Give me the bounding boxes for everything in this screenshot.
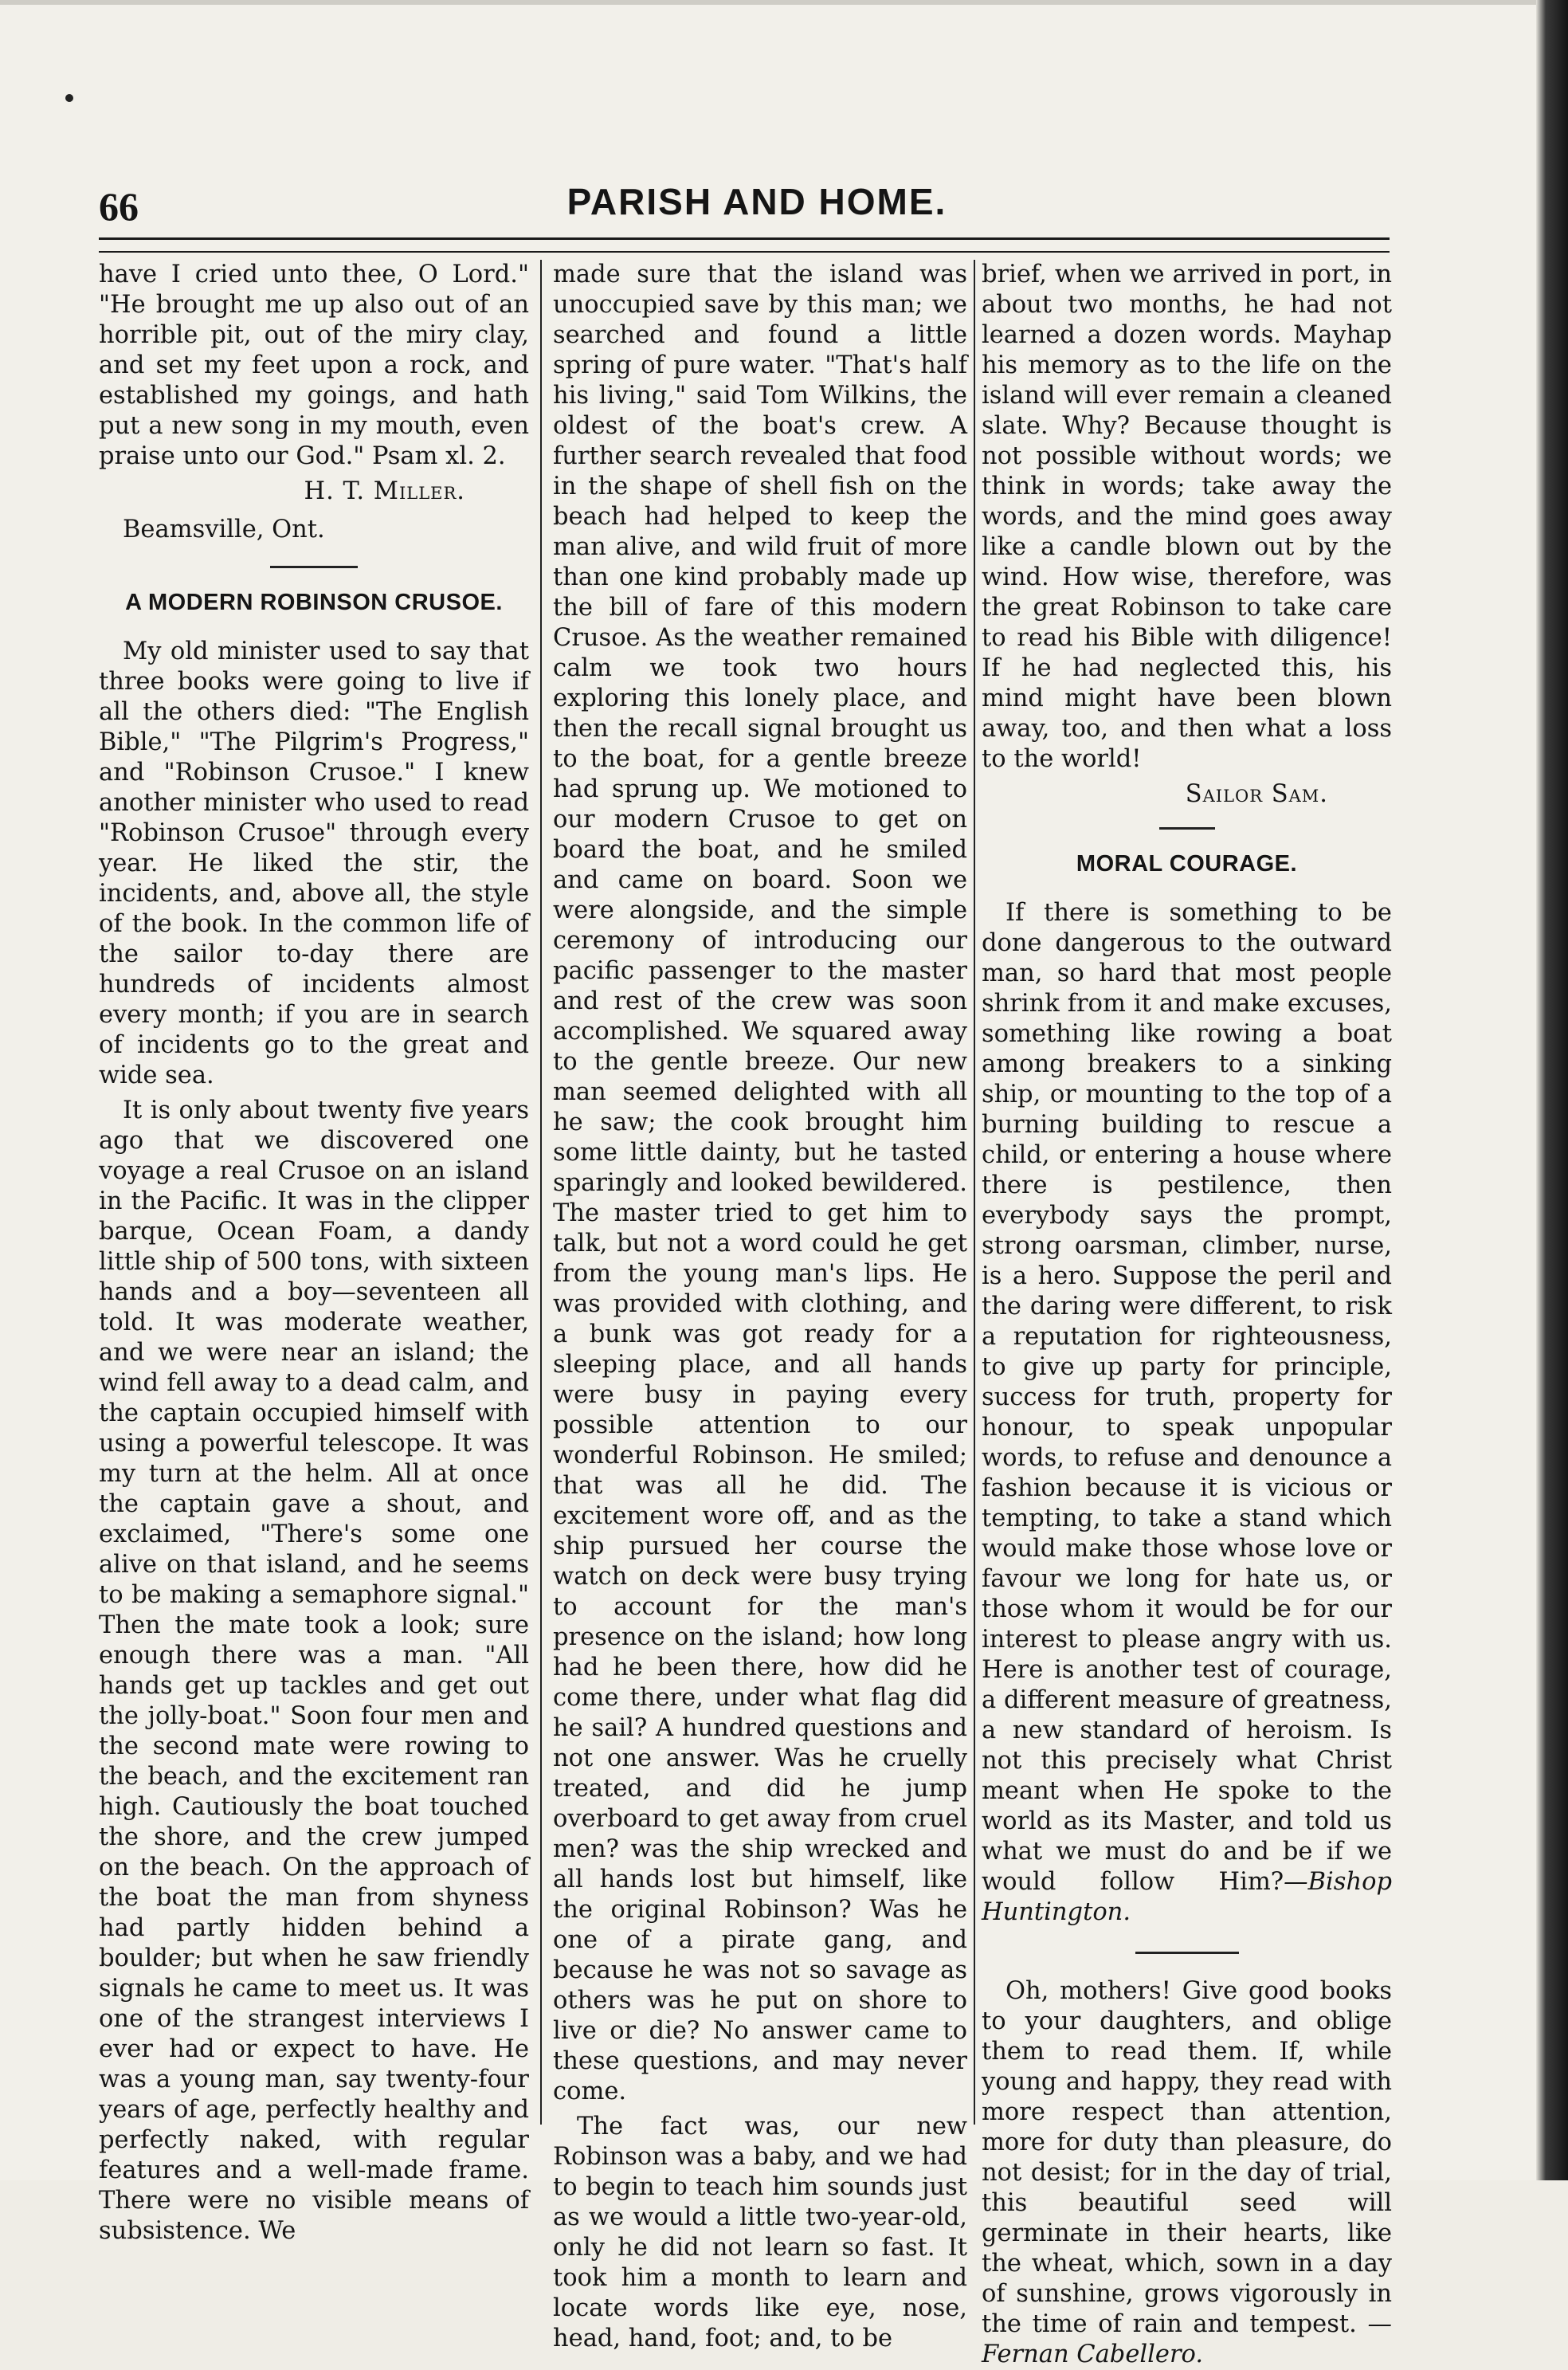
column-1 [99, 260, 529, 2245]
paragraph: made sure that the island was unoccupied save by this man; we searched and found a little spring of pure water. "That's half his living," said Tom Wilkins, the oldest of the boat's crew. A further search revealed that food in the shape of shell fish on the beach had helped to keep the man alive, and wild fruit of more than one kind probably made up the bill of fare of this modern Crusoe. As the weather remained calm we took two hours exploring this lonely place, and then the recall signal brought us to the boat, for a gentle breeze had sprung up. We motioned to our modern Crusoe to get on board the boat, and he smiled and came on board. Soon we were alongside, and the simple ceremony of introducing our pacific passenger to the master and rest of the crew was soon accomplished. We squared away to the gentle breeze. Our new man seemed delighted with all he saw; the cook brought him some little dainty, but he tasted sparingly and looked bewildered. The master tried to get him to talk, but not a word could he get from the young man's lips. He was provided with clothing, and a bunk was got ready for a sleeping place, and all hands were busy in paying every possible attention to our wonderful Robinson. He smiled; that was all he did. The excitement wore off, and as the ship pursued her course the watch on deck were busy trying to account for the man's presence on the island; how long had he been there, how did he come there, under what flag did he sail? A hundred questions and not one answer. Was he cruelly treated, and did he jump overboard to get away from cruel men? was the ship wrecked and all hands lost but himself, like the original Robinson? Was he one of a pirate gang, and because he was not so savage as others was he put on shore to live or die? No answer came to these questions, and may never come. [553, 261, 967, 2105]
article-title: MORAL COURAGE. [1076, 851, 1298, 877]
ink-speck [65, 94, 73, 102]
paragraph: The fact was, our new Robinson was a baby, and we had to begin to teach him sounds just as we would a little two-year-old, only he did not learn so fast. It took him a month to learn and locate words like eye, nose, head, hand, foot; and, to be [553, 2113, 967, 2352]
paragraph [982, 898, 1392, 1928]
header-rule [99, 237, 1390, 253]
paragraph: It is only about twenty five years ago that we discovered one voyage a real Crusoe on an island in the Pacific. It was in the clipper barque, Ocean Foam, a dandy little ship of 500 tons, with sixteen hands and a boy—seventeen all told. It was moderate weather, and we were near an island; the wind fell away to a dead calm, and the captain occupied himself with using a powerful telescope. It was my turn at the helm. All at once the captain gave a shout, and exclaimed, "There's some one alive on that island, and he seems to be making a semaphore signal." Then the mate took a look; sure enough there was a man. "All hands get up tackles and get out the jolly-boat." Soon four men and the second mate were rowing to the beach, and the excitement ran high. Cautiously the boat touched the shore, and the crew jumped on the beach. On the approach of the boat the man from shyness had partly hidden behind a boulder; but when he saw friendly signals he came to meet us. It was one of the strangest interviews I ever had or expect to have. He was a young man, say twenty-four years of age, perfectly healthy and perfectly naked, with regular features and a well-made frame. There were no visible means of subsistence. We [99, 1097, 529, 2245]
scripture-quote: have I cried unto thee, O Lord." "He brought me up also out of an horrible pit, out of the miry clay, and set my feet upon a rock, and established my goings, and hath put a new song in my mouth, even praise unto our God." Psam xl. 2. [99, 261, 529, 470]
page-number: 66 [99, 184, 139, 229]
article-title: A MODERN ROBINSON CRUSOE. [125, 590, 503, 615]
top-edge [0, 0, 1536, 5]
binding-edge [1536, 0, 1568, 2180]
quote-signature: H. T. Miller. [304, 477, 465, 505]
paragraph [982, 1976, 1392, 2370]
section-rule [1159, 827, 1215, 830]
column-divider [540, 260, 542, 2125]
paragraph: My old minister used to say that three books were going to live if all the others died: "The English Bible," "The Pilgrim's Progress," and "Robinson Crusoe." I knew another minister who used to read "Robinson Crusoe" through every year. He liked the stir, the incidents, and, above all, the style of the book. In the common life of the sailor to-day there are hundreds of incidents almost every month; if you are in search of incidents go to the great and wide sea. [99, 638, 529, 1089]
attribution: —Bishop Huntington. [982, 1868, 1392, 1926]
quote-place: Beamsville, Ont. [123, 516, 325, 543]
paragraph: brief, when we arrived in port, in about two months, he had not learned a dozen words. Mayhap his memory as to the life on the island will ever remain a cleaned slate. Why? Because thought is not possible without words; we think in words; take away the words, and the mind goes away like a candle blown out by the wind. How wise, therefore, was the great Robinson to take care to read his Bible with diligence! If he had neglected this, his mind might have been blown away, too, and then what a loss to the world! [982, 261, 1392, 773]
column-2 [553, 260, 967, 2352]
section-rule [1135, 1952, 1239, 1957]
column-3 [982, 260, 1392, 2368]
paragraph-text: Oh, mothers! Give good books to your daughters, and oblige them to read them. If, while young and happy, they read with more respect than attention, more for duty than pleasure, do not desist; for in the day of trial, this beautiful seed will germinate in their hearts, like the wheat, which, sown in a day of sunshine, grows vigorously in the time of rain and tempest. [982, 1977, 1392, 2338]
running-title: PARISH AND HOME. [566, 181, 947, 222]
column-divider [974, 260, 975, 2125]
attribution: — Fernan Cabellero. [982, 2310, 1392, 2368]
article-signature: Sailor Sam. [1185, 780, 1328, 808]
paragraph-text: If there is something to be done dangerous to the outward man, so hard that most people shrink from it and make excuses, something like rowing a boat among breakers to a sinking ship, or mounting to the top of a burning building to rescue a child, or entering a house where there is pestilence, then everybody says the prompt, strong oarsman, climber, nurse, is a hero. Suppose the peril and the daring were different, to risk a reputation for righteousness, to give up party for principle, success for truth, property for honour, to speak unpopular words, to refuse and denounce a fashion because it is vicious or tempting, to take a stand which would make those whose love or favour we long for hate us, or those whom it would be for our interest to please angry with us. Here is another test of courage, a different measure of greatness, a new standard of heroism. Is not this precisely what Christ meant when He spoke to the world as its Master, and told us what we must do and be if we would follow Him? [982, 899, 1392, 1896]
section-rule [270, 566, 358, 568]
